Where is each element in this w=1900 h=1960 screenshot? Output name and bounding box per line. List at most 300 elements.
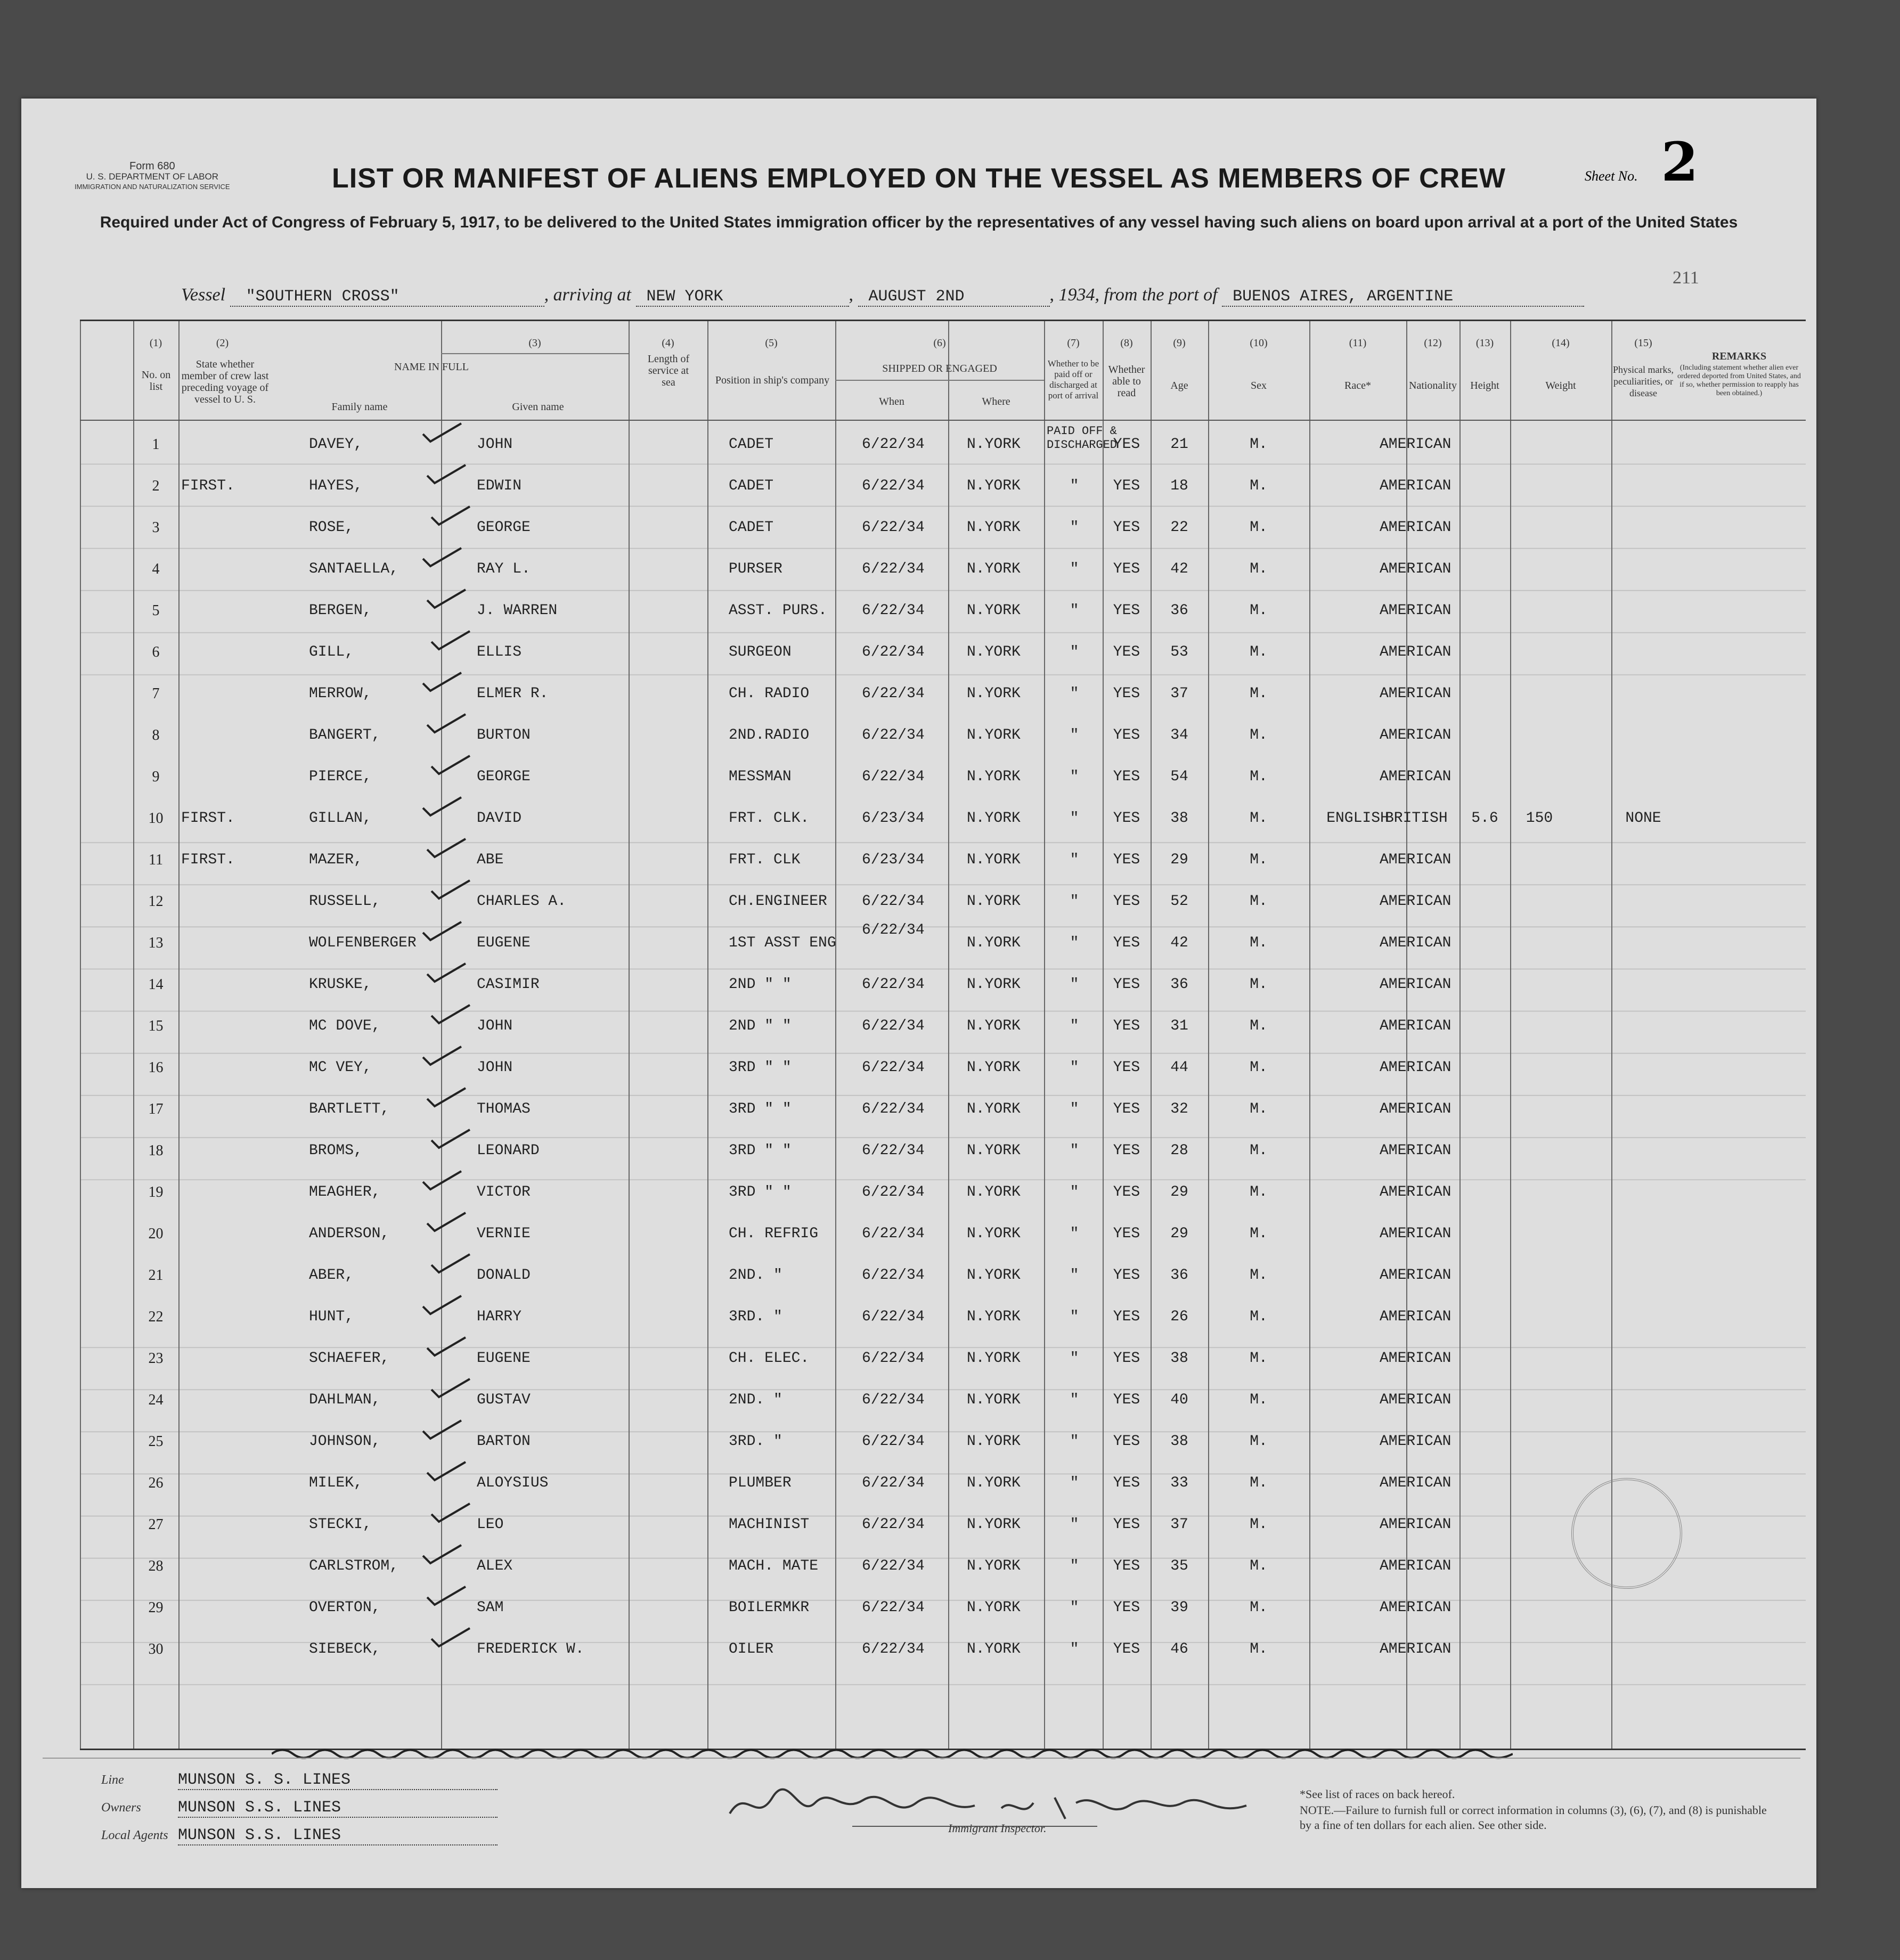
- cell-when: 6/22/34: [862, 1433, 925, 1450]
- cell-family: BARTLETT,: [309, 1101, 390, 1117]
- cell-position: CH. RADIO: [729, 685, 810, 702]
- cell-nationality: AMERICAN: [1380, 1433, 1451, 1450]
- cell-read: YES: [1113, 935, 1140, 951]
- cell-when: 6/22/34: [862, 1392, 925, 1408]
- vessel-label: Vessel: [181, 285, 226, 305]
- cell-nationality: AMERICAN: [1380, 1641, 1451, 1657]
- cell-paid: ": [1070, 1433, 1079, 1450]
- cell-position: CH.ENGINEER: [729, 893, 827, 910]
- inspector-label: Immigrant Inspector.: [948, 1822, 1047, 1835]
- cell-no: 7: [152, 685, 160, 702]
- cell-read: YES: [1113, 436, 1140, 453]
- cell-paid: PAID OFF & DISCHARGED: [1046, 424, 1118, 452]
- cell-family: WOLFENBERGER: [309, 935, 417, 951]
- cell-age: 38: [1170, 810, 1188, 827]
- cell-where: N.YORK: [967, 685, 1021, 702]
- col7-num: (7): [1067, 337, 1080, 349]
- check-mark-icon: [421, 422, 463, 444]
- col6-when-header: When: [879, 396, 904, 407]
- cell-no: 17: [148, 1101, 164, 1117]
- cell-given: THOMAS: [477, 1101, 531, 1117]
- cell-given: LEO: [477, 1516, 504, 1533]
- cell-nationality: AMERICAN: [1380, 1267, 1451, 1284]
- table-row: [80, 796, 1806, 838]
- cell-no: 30: [148, 1641, 164, 1657]
- cell-when: 6/22/34: [862, 1059, 925, 1076]
- cell-position: OILER: [729, 1641, 774, 1657]
- cell-where: N.YORK: [967, 1184, 1021, 1200]
- cell-no: 9: [152, 769, 160, 785]
- cell-marks: NONE: [1625, 810, 1661, 827]
- cell-when: 6/22/34: [862, 1184, 925, 1200]
- cell-family: STECKI,: [309, 1516, 372, 1533]
- cell-sex: M.: [1250, 1309, 1268, 1325]
- check-mark-icon: [429, 1378, 472, 1399]
- cell-sex: M.: [1250, 1018, 1268, 1034]
- cell-no: 6: [152, 644, 160, 660]
- cell-when: 6/22/34: [862, 976, 925, 993]
- cell-nationality: AMERICAN: [1380, 1516, 1451, 1533]
- cell-position: 2ND " ": [729, 976, 792, 993]
- col4-header: Length of service at sea: [647, 353, 690, 388]
- cell-sex: M.: [1250, 1059, 1268, 1076]
- cell-family: HUNT,: [309, 1309, 354, 1325]
- check-mark-icon: [421, 547, 463, 568]
- check-mark-icon: [425, 838, 468, 859]
- cell-read: YES: [1113, 810, 1140, 827]
- cell-sex: M.: [1250, 478, 1268, 494]
- check-mark-icon: [429, 755, 472, 776]
- cell-family: MEAGHER,: [309, 1184, 381, 1200]
- cell-read: YES: [1113, 893, 1140, 910]
- col6-header: SHIPPED OR ENGAGED: [882, 363, 997, 374]
- cell-family: BANGERT,: [309, 727, 381, 744]
- table-row: [80, 1502, 1806, 1544]
- cell-where: N.YORK: [967, 602, 1021, 619]
- col14-num: (14): [1552, 337, 1570, 349]
- cell-read: YES: [1113, 727, 1140, 744]
- cell-family: MC VEY,: [309, 1059, 372, 1076]
- cell-nationality: AMERICAN: [1380, 1184, 1451, 1200]
- col5-num: (5): [765, 337, 778, 349]
- cell-family: KRUSKE,: [309, 976, 372, 993]
- table-row: [80, 1295, 1806, 1336]
- col7-header: Whether to be paid off or discharged at port of arrival: [1047, 358, 1099, 401]
- footer-agents: [101, 1826, 498, 1845]
- cell-sex: M.: [1250, 1599, 1268, 1616]
- table-row: [80, 921, 1806, 962]
- table-row: [80, 547, 1806, 589]
- cell-where: N.YORK: [967, 727, 1021, 744]
- table-row: [80, 422, 1806, 464]
- penalty-note: NOTE.—Failure to furnish full or correct information in columns (3), (6), (7), and (8) is punishable by a fine of ten dollars for each alien. See other side.: [1300, 1803, 1767, 1832]
- arrival-year: 1934: [1058, 285, 1095, 305]
- cell-given: GEORGE: [477, 769, 531, 785]
- cell-family: MAZER,: [309, 852, 363, 868]
- table-row: [80, 505, 1806, 547]
- check-mark-icon: [425, 962, 468, 984]
- cell-given: FREDERICK W.: [477, 1641, 584, 1657]
- cell-age: 36: [1170, 976, 1188, 993]
- cell-age: 44: [1170, 1059, 1188, 1076]
- cell-nationality: AMERICAN: [1380, 935, 1451, 951]
- cell-when: 6/22/34: [862, 685, 925, 702]
- cell-read: YES: [1113, 1309, 1140, 1325]
- table-row: [80, 1461, 1806, 1502]
- cell-given: ALOYSIUS: [477, 1475, 549, 1491]
- cell-read: YES: [1113, 561, 1140, 577]
- cell-position: MESSMAN: [729, 769, 792, 785]
- cell-paid: ": [1070, 644, 1079, 660]
- cell-nationality: AMERICAN: [1380, 893, 1451, 910]
- cell-no: 26: [148, 1475, 164, 1491]
- cell-given: ALEX: [477, 1558, 513, 1574]
- cell-no: 27: [148, 1516, 164, 1533]
- cell-position: 3RD " ": [729, 1101, 792, 1117]
- col2-num: (2): [216, 337, 229, 349]
- check-mark-icon: [425, 1336, 468, 1358]
- cell-prev: FIRST.: [181, 478, 235, 494]
- cell-family: MC DOVE,: [309, 1018, 381, 1034]
- cell-age: 28: [1170, 1142, 1188, 1159]
- cell-where: N.YORK: [967, 935, 1021, 951]
- cell-where: N.YORK: [967, 1599, 1021, 1616]
- cell-sex: M.: [1250, 1641, 1268, 1657]
- from-port-label: , from the port of: [1095, 285, 1218, 305]
- cell-where: N.YORK: [967, 852, 1021, 868]
- cell-age: 18: [1170, 478, 1188, 494]
- cell-given: ELMER R.: [477, 685, 549, 702]
- cell-sex: M.: [1250, 852, 1268, 868]
- cell-when: 6/22/34: [862, 1350, 925, 1367]
- cell-where: N.YORK: [967, 561, 1021, 577]
- sheet-number: 2: [1661, 130, 1699, 193]
- cell-when: 6/22/34: [862, 1516, 925, 1533]
- check-mark-icon: [425, 589, 468, 610]
- cell-read: YES: [1113, 1433, 1140, 1450]
- col12-header: Nationality: [1409, 380, 1457, 391]
- cell-read: YES: [1113, 1226, 1140, 1242]
- cell-no: 24: [148, 1392, 164, 1408]
- cell-paid: ": [1070, 1475, 1079, 1491]
- manifest-subtitle: Required under Act of Congress of February 5, 1917, to be delivered to the United States immigration officer by the representatives of any vessel having such aliens on board upon arrival at a port of the United States: [100, 214, 1738, 231]
- arrival-port: NEW YORK: [636, 288, 849, 307]
- cell-where: N.YORK: [967, 1226, 1021, 1242]
- agents-label: Local Agents: [101, 1828, 168, 1842]
- cell-position: SURGEON: [729, 644, 792, 660]
- cell-no: 21: [148, 1267, 164, 1284]
- cell-family: CARLSTROM,: [309, 1558, 399, 1574]
- cell-nationality: AMERICAN: [1380, 1475, 1451, 1491]
- cell-position: 2ND.RADIO: [729, 727, 810, 744]
- cell-sex: M.: [1250, 1350, 1268, 1367]
- col11-header: Race*: [1344, 380, 1371, 391]
- strikethrough-line: [272, 1743, 1513, 1765]
- cell-given: LEONARD: [477, 1142, 540, 1159]
- line-label: Line: [101, 1773, 124, 1787]
- cell-paid: ": [1070, 893, 1079, 910]
- remarks-header: REMARKS: [1711, 350, 1767, 362]
- cell-given: HARRY: [477, 1309, 522, 1325]
- cell-position: PURSER: [729, 561, 782, 577]
- table-row: [80, 1170, 1806, 1212]
- check-mark-icon: [429, 1129, 472, 1150]
- service-name: IMMIGRATION AND NATURALIZATION SERVICE: [75, 183, 230, 191]
- cell-family: RUSSELL,: [309, 893, 381, 910]
- cell-nationality: AMERICAN: [1380, 1101, 1451, 1117]
- cell-nationality: AMERICAN: [1380, 1392, 1451, 1408]
- cell-age: 33: [1170, 1475, 1188, 1491]
- cell-sex: M.: [1250, 1433, 1268, 1450]
- cell-given: BARTON: [477, 1433, 531, 1450]
- cell-given: JOHN: [477, 1018, 513, 1034]
- cell-position: 2ND. ": [729, 1267, 782, 1284]
- cell-family: GILLAN,: [309, 810, 372, 827]
- cell-when: 6/22/34: [862, 769, 925, 785]
- cell-where: N.YORK: [967, 1558, 1021, 1574]
- check-mark-icon: [421, 1295, 463, 1316]
- cell-sex: M.: [1250, 602, 1268, 619]
- cell-position: BOILERMKR: [729, 1599, 810, 1616]
- cell-paid: ": [1070, 1059, 1079, 1076]
- cell-family: HAYES,: [309, 478, 363, 494]
- cell-nationality: AMERICAN: [1380, 1599, 1451, 1616]
- official-seal-stamp: [1571, 1478, 1682, 1589]
- owners-label: Owners: [101, 1801, 141, 1815]
- cell-nationality: BRITISH: [1385, 810, 1448, 827]
- cell-where: N.YORK: [967, 1267, 1021, 1284]
- cell-age: 31: [1170, 1018, 1188, 1034]
- table-row: [80, 1004, 1806, 1046]
- cell-read: YES: [1113, 685, 1140, 702]
- col8-header: Whether able to read: [1108, 364, 1145, 399]
- cell-read: YES: [1113, 1059, 1140, 1076]
- check-mark-icon: [421, 1170, 463, 1191]
- cell-paid: ": [1070, 852, 1079, 868]
- cell-race: ENGLISH: [1326, 810, 1389, 827]
- cell-when: 6/22/34: [862, 519, 925, 536]
- cell-given: JOHN: [477, 436, 513, 453]
- cell-read: YES: [1113, 1475, 1140, 1491]
- footer-owners: [101, 1799, 498, 1818]
- cell-no: 2: [152, 478, 160, 494]
- cell-paid: ": [1070, 1309, 1079, 1325]
- cell-paid: ": [1070, 1184, 1079, 1200]
- col2-header: State whether member of crew last preceding voyage of vessel to U. S.: [181, 358, 269, 405]
- vessel-name: "SOUTHERN CROSS": [230, 288, 544, 307]
- cell-age: 46: [1170, 1641, 1188, 1657]
- cell-age: 42: [1170, 935, 1188, 951]
- cell-sex: M.: [1250, 935, 1268, 951]
- cell-no: 19: [148, 1184, 164, 1200]
- cell-age: 39: [1170, 1599, 1188, 1616]
- stamp-number: 211: [1673, 268, 1699, 288]
- cell-paid: ": [1070, 1267, 1079, 1284]
- cell-when: 6/22/34: [862, 1309, 925, 1325]
- cell-position: 2ND " ": [729, 1018, 792, 1034]
- cell-no: 18: [148, 1142, 164, 1159]
- check-mark-icon: [429, 1004, 472, 1025]
- col13-num: (13): [1475, 337, 1494, 349]
- cell-paid: ": [1070, 727, 1079, 744]
- cell-read: YES: [1113, 644, 1140, 660]
- cell-given: JOHN: [477, 1059, 513, 1076]
- cell-when: 6/22/34: [862, 644, 925, 660]
- cell-family: SANTAELLA,: [309, 561, 399, 577]
- cell-no: 3: [152, 519, 160, 536]
- cell-paid: ": [1070, 685, 1079, 702]
- cell-sex: M.: [1250, 561, 1268, 577]
- cell-when: 6/22/34: [862, 478, 925, 494]
- agents-value: MUNSON S.S. LINES: [178, 1826, 498, 1845]
- cell-no: 29: [148, 1599, 164, 1616]
- cell-given: GUSTAV: [477, 1392, 531, 1408]
- cell-no: 13: [148, 935, 164, 951]
- department-name: U. S. DEPARTMENT OF LABOR: [86, 172, 218, 182]
- cell-position: MACHINIST: [729, 1516, 810, 1533]
- cell-read: YES: [1113, 602, 1140, 619]
- cell-paid: ": [1070, 561, 1079, 577]
- cell-read: YES: [1113, 976, 1140, 993]
- cell-read: YES: [1113, 1184, 1140, 1200]
- cell-sex: M.: [1250, 685, 1268, 702]
- cell-no: 22: [148, 1309, 164, 1325]
- cell-where: N.YORK: [967, 519, 1021, 536]
- cell-where: N.YORK: [967, 1101, 1021, 1117]
- cell-paid: ": [1070, 1516, 1079, 1533]
- cell-paid: ": [1070, 976, 1079, 993]
- check-mark-icon: [421, 672, 463, 693]
- cell-nationality: AMERICAN: [1380, 1226, 1451, 1242]
- table-row: [80, 1586, 1806, 1627]
- cell-position: 2ND. ": [729, 1392, 782, 1408]
- cell-age: 22: [1170, 519, 1188, 536]
- cell-given: J. WARREN: [477, 602, 558, 619]
- cell-when: 6/23/34: [862, 852, 925, 868]
- cell-age: 26: [1170, 1309, 1188, 1325]
- cell-read: YES: [1113, 1350, 1140, 1367]
- check-mark-icon: [429, 630, 472, 651]
- cell-given: SAM: [477, 1599, 504, 1616]
- cell-family: SIEBECK,: [309, 1641, 381, 1657]
- cell-age: 29: [1170, 1226, 1188, 1242]
- cell-paid: ": [1070, 1641, 1079, 1657]
- cell-nationality: AMERICAN: [1380, 644, 1451, 660]
- cell-when: 6/22/34: [862, 1018, 925, 1034]
- col3-given-header: Given name: [512, 401, 564, 413]
- cell-where: N.YORK: [967, 478, 1021, 494]
- arriving-label: , arriving at: [544, 285, 631, 305]
- cell-no: 1: [152, 436, 160, 453]
- table-row: [80, 1544, 1806, 1586]
- cell-family: PIERCE,: [309, 769, 372, 785]
- cell-sex: M.: [1250, 1184, 1268, 1200]
- cell-sex: M.: [1250, 519, 1268, 536]
- table-row: [80, 1253, 1806, 1295]
- col15-num: (15): [1634, 337, 1652, 349]
- cell-nationality: AMERICAN: [1380, 436, 1451, 453]
- cell-age: 29: [1170, 1184, 1188, 1200]
- cell-paid: ": [1070, 1018, 1079, 1034]
- cell-nationality: AMERICAN: [1380, 1142, 1451, 1159]
- cell-position: MACH. MATE: [729, 1558, 819, 1574]
- cell-given: ABE: [477, 852, 504, 868]
- cell-when: 6/22/34: [862, 727, 925, 744]
- race-note: *See list of races on back hereof.: [1300, 1787, 1455, 1801]
- table-row: [80, 879, 1806, 921]
- cell-paid: ": [1070, 1101, 1079, 1117]
- cell-prev: FIRST.: [181, 810, 235, 827]
- cell-read: YES: [1113, 1267, 1140, 1284]
- cell-age: 38: [1170, 1350, 1188, 1367]
- cell-prev: FIRST.: [181, 852, 235, 868]
- cell-family: ABER,: [309, 1267, 354, 1284]
- cell-read: YES: [1113, 478, 1140, 494]
- cell-when: 6/22/34: [862, 893, 925, 910]
- cell-paid: ": [1070, 935, 1079, 951]
- cell-given: ELLIS: [477, 644, 522, 660]
- table-row: [80, 1046, 1806, 1087]
- cell-nationality: AMERICAN: [1380, 519, 1451, 536]
- cell-where: N.YORK: [967, 436, 1021, 453]
- col12-num: (12): [1424, 337, 1442, 349]
- cell-no: 28: [148, 1558, 164, 1574]
- col3-num: (3): [528, 337, 541, 349]
- cell-age: 52: [1170, 893, 1188, 910]
- cell-age: 37: [1170, 685, 1188, 702]
- cell-sex: M.: [1250, 1516, 1268, 1533]
- col8-num: (8): [1120, 337, 1133, 349]
- cell-age: 38: [1170, 1433, 1188, 1450]
- check-mark-icon: [425, 1212, 468, 1233]
- check-mark-icon: [421, 921, 463, 942]
- cell-no: 16: [148, 1059, 164, 1076]
- cell-nationality: AMERICAN: [1380, 1350, 1451, 1367]
- cell-family: BROMS,: [309, 1142, 363, 1159]
- table-row: [80, 1627, 1806, 1669]
- table-row: [80, 838, 1806, 879]
- cell-position: 3RD " ": [729, 1184, 792, 1200]
- cell-nationality: AMERICAN: [1380, 976, 1451, 993]
- cell-position: CADET: [729, 478, 774, 494]
- cell-age: 34: [1170, 727, 1188, 744]
- check-mark-icon: [425, 464, 468, 485]
- check-mark-icon: [425, 713, 468, 734]
- cell-age: 32: [1170, 1101, 1188, 1117]
- check-mark-icon: [425, 1461, 468, 1482]
- sheet-label: Sheet No.: [1585, 168, 1638, 184]
- table-row: [80, 1212, 1806, 1253]
- cell-weight: 150: [1526, 810, 1553, 827]
- cell-paid: ": [1070, 810, 1079, 827]
- cell-position: 3RD " ": [729, 1142, 792, 1159]
- col3-family-header: Family name: [331, 401, 388, 413]
- check-mark-icon: [429, 1253, 472, 1275]
- cell-given: CASIMIR: [477, 976, 540, 993]
- line-value: MUNSON S. S. LINES: [178, 1771, 498, 1790]
- cell-height: 5.6: [1471, 810, 1498, 827]
- cell-given: EDWIN: [477, 478, 522, 494]
- table-row: [80, 755, 1806, 796]
- table-row: [80, 630, 1806, 672]
- cell-sex: M.: [1250, 1392, 1268, 1408]
- cell-no: 15: [148, 1018, 164, 1034]
- cell-where: N.YORK: [967, 769, 1021, 785]
- cell-family: JOHNSON,: [309, 1433, 381, 1450]
- cell-when: 6/22/34: [862, 436, 925, 453]
- col1-num: (1): [149, 337, 162, 349]
- cell-position: CH. REFRIG: [729, 1226, 819, 1242]
